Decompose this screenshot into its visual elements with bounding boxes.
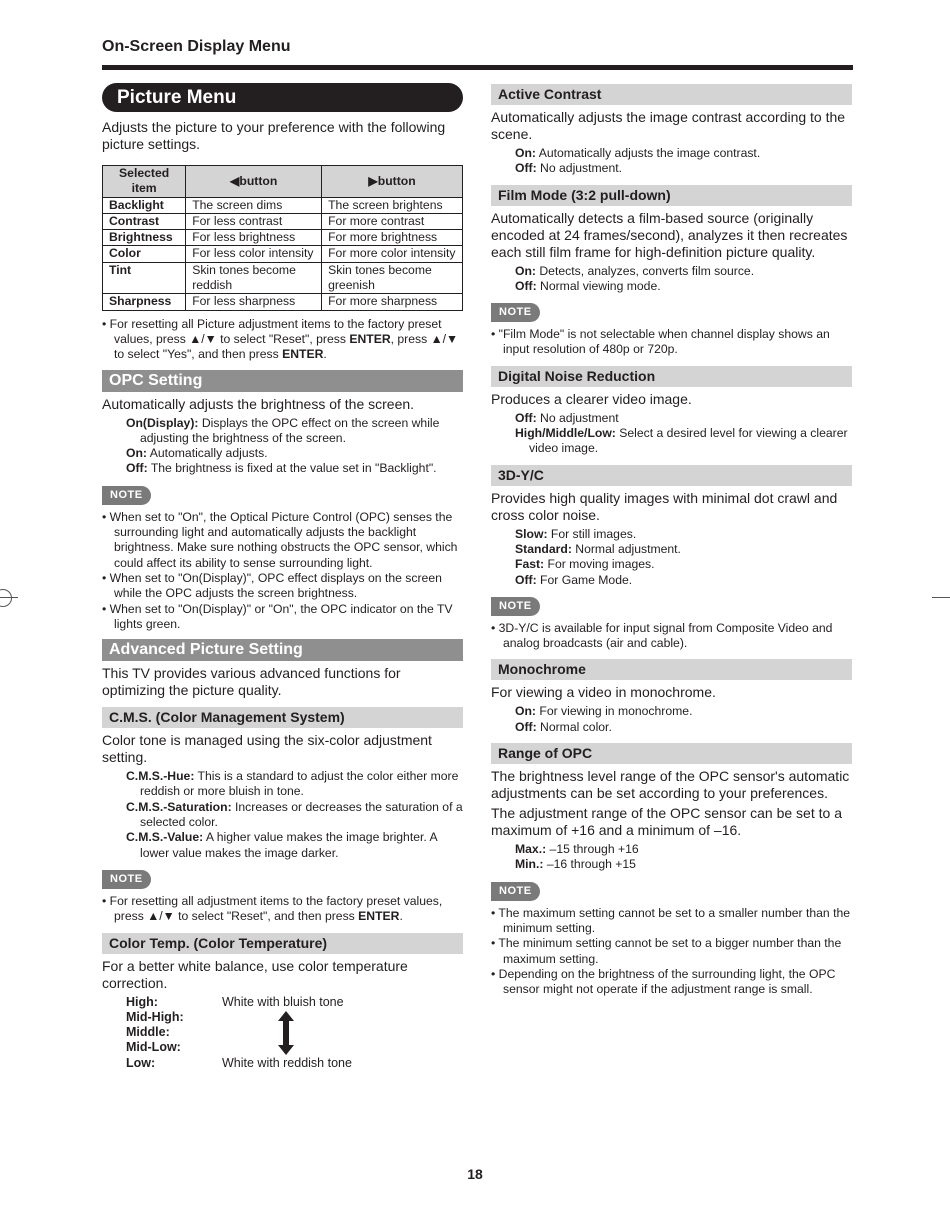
level-label: Low: <box>126 1055 156 1070</box>
table-cell: For less color intensity <box>186 246 322 262</box>
item-text: Normal color. <box>536 719 612 734</box>
monochrome-item <box>491 704 852 719</box>
item-text: The brightness is fixed at the value set in "Backlight". <box>147 461 437 476</box>
note-bullet: • The minimum setting cannot be set to a bigger number than the maximum setting. <box>491 936 842 966</box>
range-opc-item <box>491 857 852 872</box>
picture-settings-table <box>102 165 463 311</box>
table-cell: Color <box>103 246 186 262</box>
enter-key-label: ENTER <box>282 347 324 362</box>
yc-item <box>491 527 852 542</box>
table-cell: The screen brightens <box>322 197 463 213</box>
item-label: Standard: <box>515 541 572 556</box>
item-label: C.M.S.-Saturation: <box>126 799 232 814</box>
dnr-intro: Produces a clearer video image. <box>491 390 692 407</box>
level-label: Middle: <box>126 1025 170 1040</box>
opc-intro: Automatically adjusts the brightness of the screen. <box>102 395 415 412</box>
item-text: Normal viewing mode. <box>536 278 661 293</box>
item-label: Off: <box>515 278 537 293</box>
table-row <box>103 197 463 213</box>
table-cell: For less brightness <box>186 230 322 246</box>
advanced-intro: This TV provides various advanced functions for optimizing the picture quality. <box>102 665 401 699</box>
active-contrast-intro: Automatically adjusts the image contrast according to the scene. <box>491 109 846 142</box>
high-desc: White with bluish tone <box>222 994 344 1009</box>
item-text: No adjustment. <box>536 161 623 176</box>
item-label: High/Middle/Low: <box>515 426 616 441</box>
range-opc-heading: Range of OPC <box>491 743 852 764</box>
item-text: Increases or decreases the saturation of a selected color. <box>140 799 463 830</box>
item-text: For moving images. <box>544 557 655 572</box>
table-row <box>103 262 463 294</box>
note-bullet: • Depending on the brightness of the surrounding light, the OPC sensor might not operate if the adjustment range is small. <box>491 966 836 997</box>
item-text: Normal adjustment. <box>571 541 681 556</box>
note-bullet: • When set to "On", the Optical Picture Control (OPC) senses the surrounding light and automatically adjusts the backlight brightness. Make sure nothing obstructs the OPC sensor, which could affect its ability to sense surrounding light. <box>102 509 458 570</box>
item-label: C.M.S.-Value: <box>126 830 204 845</box>
film-mode-item <box>491 264 852 279</box>
yc-intro: Provides high quality images with minimal dot crawl and cross color noise. <box>491 489 838 523</box>
item-text: This is a standard to adjust the color either more reddish or more bluish in tone. <box>140 769 459 799</box>
table-cell: For more brightness <box>322 230 463 246</box>
table-row <box>103 294 463 310</box>
item-label: On: <box>515 263 536 278</box>
item-text: For still images. <box>547 526 637 541</box>
yc-item <box>491 573 852 588</box>
color-temp-intro: For a better white balance, use color temperature correction. <box>102 957 408 991</box>
table-cell: For more color intensity <box>322 246 463 262</box>
cms-item <box>102 830 463 861</box>
level-label: Mid-High: <box>126 1009 184 1024</box>
note-badge: NOTE <box>102 870 151 889</box>
page-number: 18 <box>467 1166 483 1182</box>
table-cell: For more sharpness <box>322 294 463 310</box>
item-label: Slow: <box>515 526 548 541</box>
film-mode-intro: Automatically detects a film-based source (originally encoded at 24 frames/second), analyzes it then recreates each still film frame for high-definition picture quality. <box>491 209 848 260</box>
item-text: Automatically adjusts. <box>146 446 268 461</box>
table-header: ◀button <box>186 166 322 198</box>
monochrome-heading: Monochrome <box>491 659 852 680</box>
item-label: Off: <box>515 161 537 176</box>
table-row <box>103 230 463 246</box>
note-text: • For resetting all adjustment items to the factory preset values, press ▲/▼ to select "Reset", and then press <box>102 893 443 924</box>
dnr-item <box>491 426 852 457</box>
item-text: –15 through +16 <box>546 842 639 857</box>
note-bullet: • 3D-Y/C is available for input signal from Composite Video and analog broadcasts (air and cable). <box>491 620 833 651</box>
yc-item <box>491 542 852 557</box>
table-cell: Skin tones become reddish <box>186 262 322 294</box>
picture-reset-note <box>102 317 463 363</box>
item-text: A higher value makes the image brighter. A lower value makes the image darker. <box>140 830 437 860</box>
header-rule <box>102 65 853 70</box>
table-cell: For less contrast <box>186 213 322 229</box>
yc-heading: 3D-Y/C <box>491 465 852 486</box>
note-text: , press ▲/▼ to select "Yes", and then press <box>114 331 459 362</box>
note-badge: NOTE <box>491 882 540 901</box>
table-cell: Backlight <box>103 197 186 213</box>
item-text: –16 through +15 <box>543 857 636 872</box>
enter-key-label: ENTER <box>358 909 400 924</box>
cms-item <box>102 769 463 800</box>
item-label: Off: <box>126 461 148 476</box>
page-header-title: On-Screen Display Menu <box>102 38 291 55</box>
advanced-picture-heading: Advanced Picture Setting <box>102 639 463 661</box>
range-opc-intro-2: The adjustment range of the OPC sensor can be set to a maximum of +16 and a minimum of –16. <box>491 805 842 839</box>
film-mode-heading: Film Mode (3:2 pull-down) <box>491 185 852 206</box>
table-cell: The screen dims <box>186 197 322 213</box>
dnr-item <box>491 411 852 426</box>
active-contrast-item <box>491 161 852 176</box>
item-label: Off: <box>515 719 537 734</box>
monochrome-item <box>491 720 852 735</box>
color-temp-heading: Color Temp. (Color Temperature) <box>102 933 463 954</box>
item-label: C.M.S.-Hue: <box>126 769 195 784</box>
low-desc: White with reddish tone <box>222 1055 352 1070</box>
item-label: On: <box>515 146 536 160</box>
table-row <box>103 246 463 262</box>
crop-line-right <box>932 597 950 598</box>
note-bullet: • When set to "On(Display)", OPC effect displays on the screen while the OPC adjusts the screen brightness. <box>102 570 442 601</box>
color-temp-levels <box>102 995 463 1071</box>
item-text: For viewing in monochrome. <box>535 704 693 719</box>
picture-menu-title: Picture Menu <box>102 83 463 112</box>
table-cell: Skin tones become greenish <box>322 262 463 294</box>
range-opc-intro: The brightness level range of the OPC sensor's automatic adjustments can be set according to your preferences. <box>491 768 850 802</box>
enter-key-label: ENTER <box>349 331 391 346</box>
picture-menu-intro: Adjusts the picture to your preference with the following picture settings. <box>102 119 446 152</box>
table-cell: Brightness <box>103 230 186 246</box>
item-text: No adjustment <box>536 410 619 425</box>
note-text: . <box>323 347 327 362</box>
cms-intro: Color tone is managed using the six-color adjustment setting. <box>102 732 432 766</box>
item-label: On: <box>515 704 536 719</box>
crop-mark-left <box>0 589 12 607</box>
table-header: Selected item <box>103 166 186 198</box>
cms-item <box>102 800 463 831</box>
note-text: . <box>399 909 403 924</box>
note-badge: NOTE <box>491 303 540 322</box>
range-opc-item <box>491 842 852 857</box>
yc-item <box>491 557 852 572</box>
level-label: High: <box>126 994 158 1009</box>
table-cell: For more contrast <box>322 213 463 229</box>
note-bullet: • The maximum setting cannot be set to a smaller number than the minimum setting. <box>491 905 851 935</box>
note-badge: NOTE <box>491 597 540 616</box>
right-column <box>491 83 852 997</box>
note-bullet: • When set to "On(Display)" or "On", the OPC indicator on the TV lights green. <box>102 601 453 631</box>
item-text: Automatically adjusts the image contrast. <box>535 146 761 160</box>
cms-reset-note <box>102 894 463 925</box>
left-column <box>102 83 463 1071</box>
note-text: • For resetting all Picture adjustment items to the factory preset values, press ▲/▼ to select "Reset", press <box>102 316 442 346</box>
active-contrast-heading: Active Contrast <box>491 84 852 105</box>
table-cell: For less sharpness <box>186 294 322 310</box>
item-label: Off: <box>515 572 537 587</box>
table-cell: Contrast <box>103 213 186 229</box>
item-text: Select a desired level for viewing a clearer video image. <box>529 426 848 456</box>
crop-line-left <box>0 597 18 598</box>
opc-setting-heading: OPC Setting <box>102 370 463 392</box>
note-bullet: • "Film Mode" is not selectable when channel display shows an input resolution of 480p or 720p. <box>491 327 830 357</box>
film-mode-item <box>491 279 852 294</box>
item-label: Off: <box>515 410 537 425</box>
item-label: On(Display): <box>126 415 199 430</box>
item-label: Max.: <box>515 842 547 857</box>
opc-item <box>102 416 463 447</box>
note-badge: NOTE <box>102 486 151 505</box>
table-cell: Tint <box>103 262 186 294</box>
active-contrast-item <box>491 146 852 161</box>
table-header: ▶button <box>322 166 463 198</box>
table-row <box>103 213 463 229</box>
item-label: On: <box>126 446 147 461</box>
level-label: Mid-Low: <box>126 1040 181 1055</box>
table-header-row <box>103 166 463 198</box>
monochrome-intro: For viewing a video in monochrome. <box>491 684 716 701</box>
double-arrow-icon <box>276 1011 296 1055</box>
item-label: Min.: <box>515 857 544 872</box>
item-label: Fast: <box>515 557 545 572</box>
item-text: For Game Mode. <box>536 572 633 587</box>
table-cell: Sharpness <box>103 294 186 310</box>
dnr-heading: Digital Noise Reduction <box>491 366 852 387</box>
item-text: Detects, analyzes, converts film source. <box>535 263 755 278</box>
opc-item <box>102 461 463 476</box>
item-text: Displays the OPC effect on the screen while adjusting the brightness of the screen. <box>140 415 440 445</box>
opc-item <box>102 446 463 461</box>
cms-heading: C.M.S. (Color Management System) <box>102 707 463 728</box>
